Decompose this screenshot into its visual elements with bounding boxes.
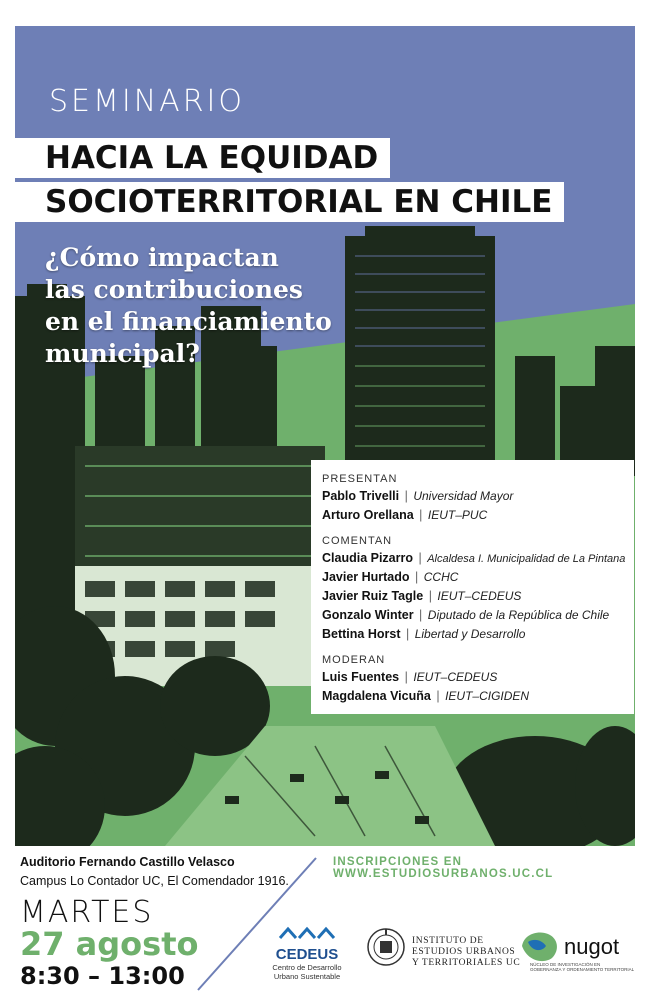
separator: | (419, 508, 423, 522)
ieut-line: INSTITUTO DE (412, 936, 484, 946)
question-line: municipal? (45, 339, 200, 368)
speaker-name: Magdalena Vicuña (322, 689, 431, 703)
speaker-name: Claudia Pizarro (322, 551, 413, 565)
separator: | (418, 551, 422, 565)
seminar-label: SEMINARIO (49, 84, 245, 119)
question-line: ¿Cómo impactan (45, 243, 279, 272)
nugot-name: nugot (564, 934, 620, 959)
nugot-subtitle-line: NÚCLEO DE INVESTIGACIÓN EN (530, 962, 601, 967)
separator: | (405, 627, 410, 641)
nugot-subtitle (530, 962, 634, 972)
separator: | (404, 670, 408, 684)
nugot-subtitle-line: GOBERNANZA Y ORDENAMIENTO TERRITORIAL (530, 967, 635, 972)
venue-address: Campus Lo Contador UC, El Comendador 1916. (20, 874, 289, 888)
speaker-affiliation: IEUT–PUC (427, 508, 488, 522)
nugot-map-icon (518, 928, 562, 964)
speaker-affiliation: Libertad y Desarrollo (414, 627, 526, 641)
speaker-name: Arturo Orellana (322, 508, 414, 522)
ieut-line: Y TERRITORIALES UC (412, 958, 521, 968)
cedeus-subtitle-line: Urbano Sustentable (273, 972, 341, 981)
speaker-name: Luis Fuentes (322, 670, 400, 684)
cedeus-house-icon (272, 922, 342, 942)
speaker-name: Javier Hurtado (322, 570, 410, 584)
separator: | (428, 589, 432, 603)
speaker-affiliation: IEUT–CEDEUS (437, 589, 522, 603)
speaker-affiliation: Alcaldesa I. Municipalidad de La Pintana (427, 553, 626, 565)
event-day: MARTES (20, 895, 154, 930)
question-line: en el financiamiento (45, 307, 332, 336)
uc-seal-icon (366, 922, 406, 972)
event-time: 8:30 – 13:00 (20, 962, 185, 990)
comentan-header: COMENTAN (322, 535, 393, 547)
venue-name: Auditorio Fernando Castillo Velasco (20, 855, 235, 869)
ieut-name (412, 936, 520, 969)
moderan-header: MODERAN (322, 654, 386, 666)
title-line-2: SOCIOTERRITORIAL EN CHILE (15, 182, 564, 222)
speaker-name: Pablo Trivelli (322, 489, 400, 503)
cedeus-name: CEDEUS (275, 946, 339, 963)
speaker-affiliation: Universidad Mayor (413, 489, 514, 503)
cedeus-logo (272, 922, 342, 981)
speaker-affiliation: CCHC (423, 570, 459, 584)
ieut-line: ESTUDIOS URBANOS (412, 947, 516, 957)
speaker-name: Bettina Horst (322, 627, 401, 641)
title-line-1: HACIA LA EQUIDAD (15, 138, 390, 178)
speaker-name: Gonzalo Winter (322, 608, 414, 622)
speaker-affiliation: Diputado de la República de Chile (427, 608, 610, 622)
question-line: las contribuciones (45, 275, 303, 304)
registration-link[interactable]: INSCRIPCIONES EN WWW.ESTUDIOSURBANOS.UC.CL (333, 856, 554, 880)
separator: | (436, 689, 440, 703)
speaker-affiliation: IEUT–CEDEUS (413, 670, 498, 684)
separator: | (404, 489, 408, 503)
cedeus-subtitle-line: Centro de Desarrollo (272, 963, 342, 972)
separator: | (415, 570, 419, 584)
speaker-name: Javier Ruiz Tagle (322, 589, 424, 603)
speaker-affiliation: IEUT–CIGIDEN (445, 689, 530, 703)
presentan-header: PRESENTAN (322, 473, 398, 485)
event-date: 27 agosto (20, 925, 199, 963)
separator: | (419, 608, 423, 622)
